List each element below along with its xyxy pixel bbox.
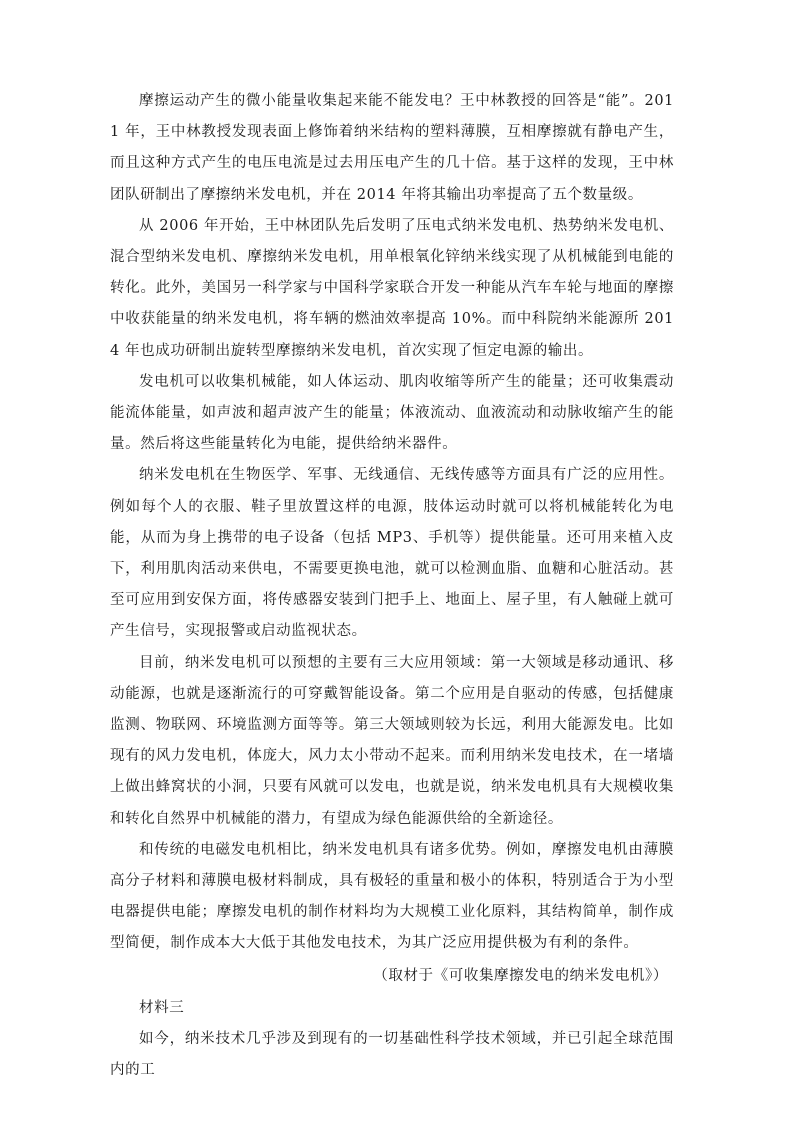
document-body (110, 86, 674, 1087)
section-heading: 材料三 (139, 999, 185, 1016)
paragraph-material-three: 如今，纳米技术几乎涉及到现有的一切基础性科学技术领域，并已引起全球范围内的工 (110, 1031, 674, 1079)
paragraph-advantages: 和传统的电磁发电机相比，纳米发电机具有诸多优势。例如，摩擦发电机由薄膜高分子材料和薄膜电极材料制成，具有极轻的重量和极小的体积，特别适合于为小型电器提供电能；摩擦发电机的制作材料均为大规模工业化原料，其结构简单，制作成型简便，制作成本大大低于其他发电技术，为其广泛应用提供极为有利的条件。 (110, 841, 674, 952)
source-citation: （取材于《可收集摩擦发电的纳米发电机》） (373, 967, 668, 984)
paragraph-energy-collection: 发电机可以收集机械能，如人体运动、肌肉收缩等所产生的能量；还可收集震动能流体能量，如声波和超声波产生的能量；体液流动、血液流动和动脉收缩产生的能量。然后将这些能量转化为电能，提供给纳米器件。 (110, 373, 674, 453)
paragraph-team-inventions: 从 2006 年开始，王中林团队先后发明了压电式纳米发电机、热势纳米发电机、混合型纳米发电机、摩擦纳米发电机，用单根氧化锌纳米线实现了从机械能到电能的转化。此外，美国另一科学家与中国科学家联合开发一种能从汽车车轮与地面的摩擦中收获能量的纳米发电机，将车辆的燃油效率提高 10%。而中科院纳米能源所 2014 年也成功研制出旋转型摩擦纳米发电机，首次实现了恒定电源的输出。 (110, 217, 674, 359)
paragraph-applications: 纳米发电机在生物医学、军事、无线通信、无线传感等方面具有广泛的应用性。例如每个人的衣服、鞋子里放置这样的电源，肢体运动时就可以将机械能转化为电能，从而为身上携带的电子设备（包括 MP3、手机等）提供能量。还可用来植入皮下，利用肌肉活动来供电，不需要更换电池，就可以检测血脂、血糖和心脏活动。甚至可应用到安保方面，将传感器安装到门把手上、地面上、屋子里，有人触碰上就可产生信号，实现报警或启动监视状态。 (110, 467, 674, 640)
paragraph-three-fields: 目前，纳米发电机可以预想的主要有三大应用领域：第一大领域是移动通讯、移动能源，也就是逐渐流行的可穿戴智能设备。第二个应用是自驱动的传感，包括健康监测、物联网、环境监测方面等等。第三大领域则较为长远，利用大能源发电。比如现有的风力发电机，体庞大，风力太小带动不起来。而利用纳米发电技术，在一堵墙上做出蜂窝状的小洞，只要有风就可以发电，也就是说，纳米发电机具有大规模收集和转化自然界中机械能的潜力，有望成为绿色能源供给的全新途径。 (110, 654, 674, 827)
paragraph-friction-generation: 摩擦运动产生的微小能量收集起来能不能发电？王中林教授的回答是“能”。2011 年，王中林教授发现表面上修饰着纳米结构的塑料薄膜，互相摩擦就有静电产生，而且这种方式产生的电压电流是过去用压电产生的几十倍。基于这样的发现，王中林团队研制出了摩擦纳米发电机，并在 2014 年将其输出功率提高了五个数量级。 (110, 93, 674, 203)
